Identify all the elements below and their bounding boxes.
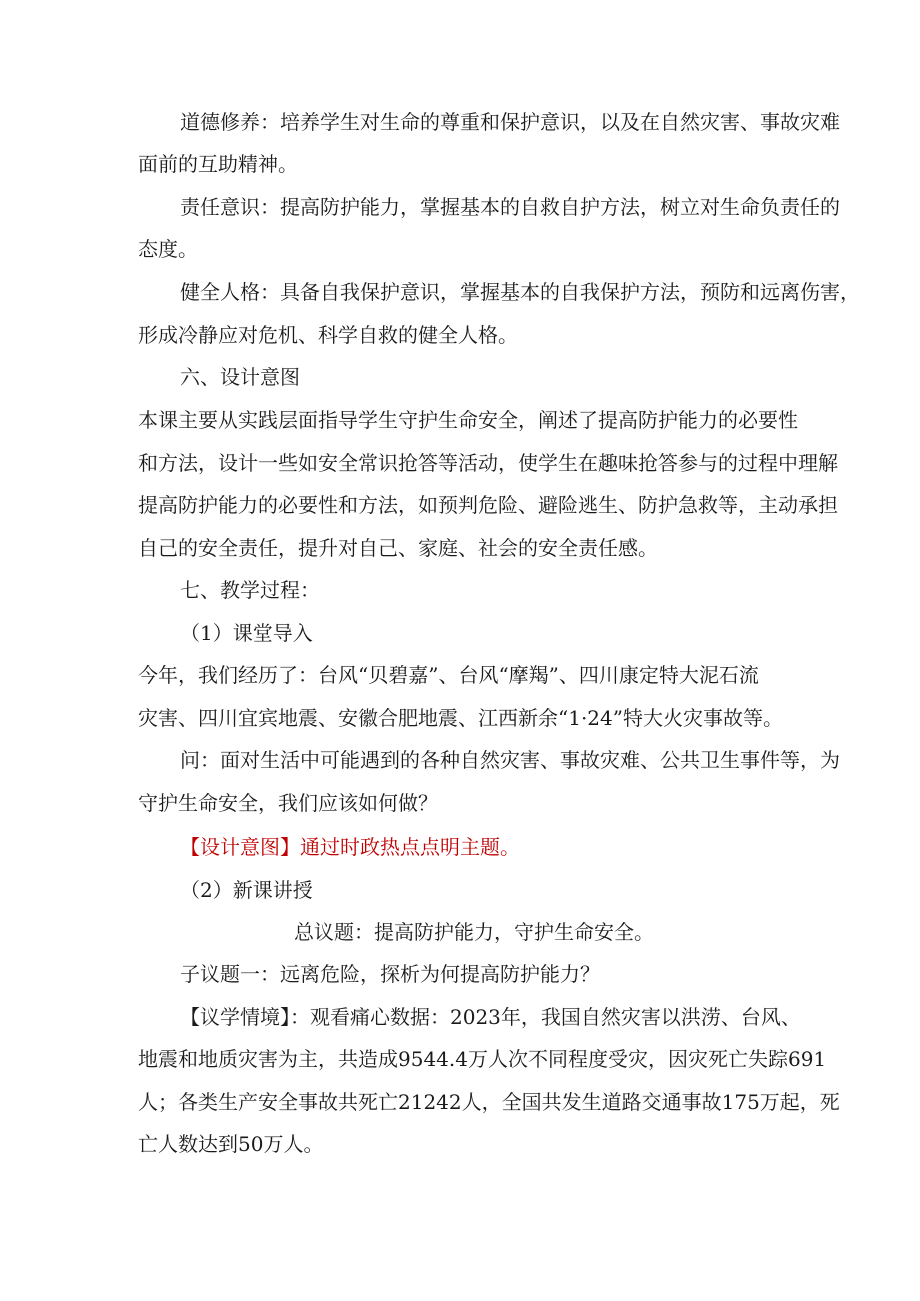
- design-intent-note: 【设计意图】通过时政热点点明主题。: [180, 835, 520, 859]
- paragraph-data-line-4: 亡人数达到50万人。: [138, 1132, 324, 1156]
- paragraph-design-line-2: 和方法，设计一些如安全常识抢答等活动，使学生在趣味抢答参与的过程中理解: [138, 451, 838, 475]
- paragraph-responsibility-line-1: 责任意识：提高防护能力，掌握基本的自救自护方法，树立对生命负责任的: [180, 195, 840, 219]
- paragraph-responsibility-line-2: 态度。: [138, 237, 198, 261]
- section-heading-design-intent: 六、设计意图: [180, 365, 300, 389]
- paragraph-personality-line-1: 健全人格：具备自我保护意识，掌握基本的自我保护方法，预防和远离伤害，: [180, 280, 860, 304]
- section-heading-teaching-process: 七、教学过程：: [180, 578, 320, 602]
- paragraph-data-line-3: 人；各类生产安全事故共死亡21242人，全国共发生道路交通事故175万起，死: [138, 1090, 840, 1114]
- paragraph-design-line-1: 本课主要从实践层面指导学生守护生命安全，阐述了提高防护能力的必要性: [138, 408, 798, 432]
- paragraph-question-line-2: 守护生命安全，我们应该如何做？: [138, 791, 438, 815]
- paragraph-design-line-4: 自己的安全责任，提升对自己、家庭、社会的安全责任感。: [138, 536, 658, 560]
- subheading-new-lesson: （2）新课讲授: [180, 878, 313, 902]
- subtopic-one: 子议题一：远离危险，探析为何提高防护能力？: [180, 962, 600, 986]
- subheading-class-intro: （1）课堂导入: [180, 621, 313, 645]
- paragraph-data-line-2: 地震和地质灾害为主，共造成9544.4万人次不同程度受灾，因灾死亡失踪691: [138, 1047, 827, 1071]
- paragraph-personality-line-2: 形成冷静应对危机、科学自救的健全人格。: [138, 323, 518, 347]
- paragraph-data-line-1: 【议学情境】：观看痛心数据：2023年，我国自然灾害以洪涝、台风、: [180, 1005, 801, 1029]
- paragraph-moral-line-2: 面前的互助精神。: [138, 152, 298, 176]
- paragraph-events-line-2: 灾害、四川宜宾地震、安徽合肥地震、江西新余“1·24”特大火灾事故等。: [138, 706, 783, 730]
- paragraph-design-line-3: 提高防护能力的必要性和方法，如预判危险、避险逃生、防护急救等，主动承担: [138, 493, 838, 517]
- paragraph-events-line-1: 今年，我们经历了：台风“贝碧嘉”、台风“摩羯”、四川康定特大泥石流: [138, 663, 759, 687]
- paragraph-question-line-1: 问：面对生活中可能遇到的各种自然灾害、事故灾难、公共卫生事件等，为: [180, 748, 840, 772]
- paragraph-moral-line-1: 道德修养：培养学生对生命的尊重和保护意识，以及在自然灾害、事故灾难: [180, 110, 840, 134]
- main-topic: 总议题：提高防护能力，守护生命安全。: [294, 920, 654, 944]
